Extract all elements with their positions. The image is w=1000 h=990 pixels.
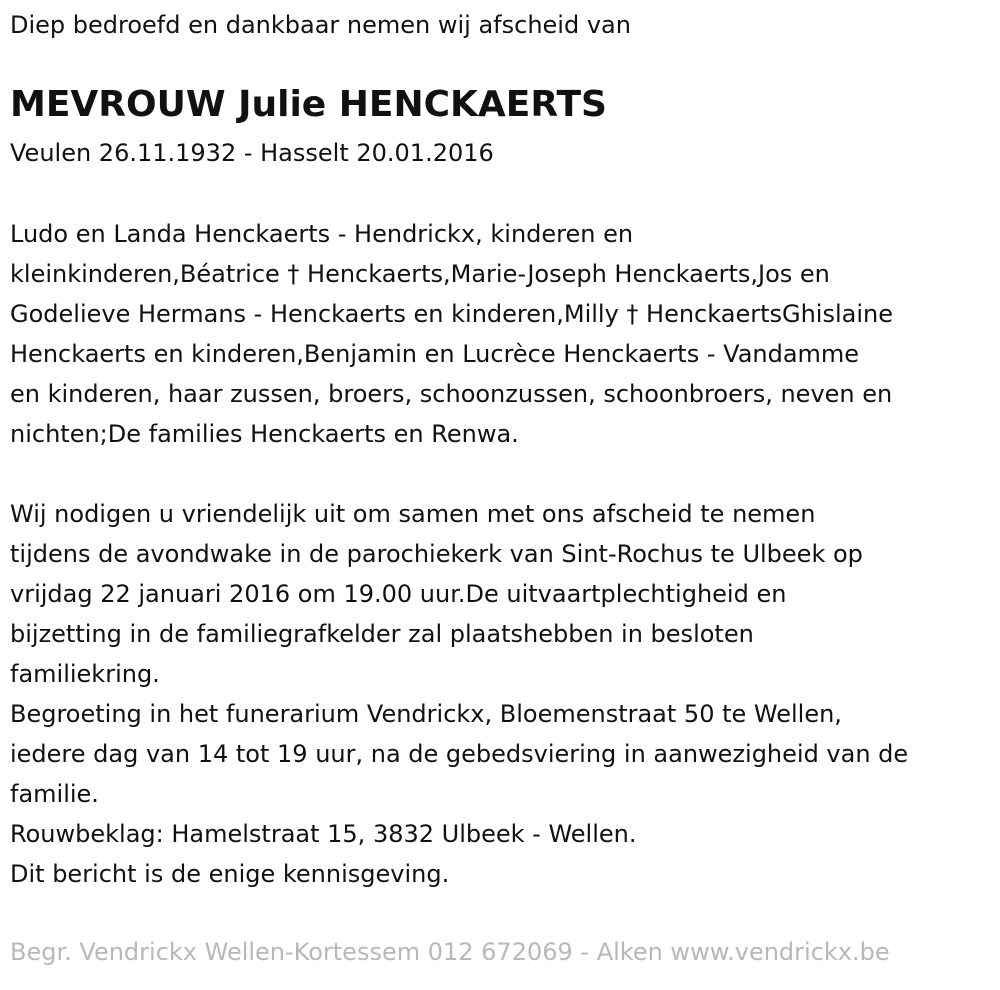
info-line: Rouwbeklag: Hamelstraat 15, 3832 Ulbeek - Wellen.: [10, 820, 637, 848]
family-line: Ludo en Landa Henckaerts - Hendrickx, kinderen en: [10, 220, 634, 248]
info-line: vrijdag 22 januari 2016 om 19.00 uur.De uitvaartplechtigheid en: [10, 580, 787, 608]
info-line: tijdens de avondwake in de parochiekerk van Sint-Rochus te Ulbeek op: [10, 540, 863, 568]
deceased-name: MEVROUW Julie HENCKAERTS: [10, 84, 607, 125]
info-line: familie.: [10, 780, 99, 808]
info-line: Begroeting in het funerarium Vendrickx, Bloemenstraat 50 te Wellen,: [10, 700, 842, 728]
info-line: bijzetting in de familiegrafkelder zal plaatshebben in besloten: [10, 620, 754, 648]
funeral-home-footer: Begr. Vendrickx Wellen-Kortessem 012 672069 - Alken www.vendrickx.be: [10, 938, 890, 966]
family-line: Henckaerts en kinderen,Benjamin en Lucrèce Henckaerts - Vandamme: [10, 340, 860, 368]
info-line: Dit bericht is de enige kennisgeving.: [10, 860, 450, 888]
family-line: Godelieve Hermans - Henckaerts en kinderen,Milly † HenckaertsGhislaine: [10, 300, 893, 328]
family-line: en kinderen, haar zussen, broers, schoonzussen, schoonbroers, neven en: [10, 380, 893, 408]
family-line: kleinkinderen,Béatrice † Henckaerts,Marie-Joseph Henckaerts,Jos en: [10, 260, 830, 288]
family-line: nichten;De families Henckaerts en Renwa.: [10, 420, 519, 448]
birth-death-dates: Veulen 26.11.1932 - Hasselt 20.01.2016: [10, 139, 494, 167]
info-line: Wij nodigen u vriendelijk uit om samen met ons afscheid te nemen: [10, 500, 816, 528]
intro-text: Diep bedroefd en dankbaar nemen wij afscheid van: [10, 11, 631, 39]
family-paragraph: [10, 214, 990, 454]
info-line: iedere dag van 14 tot 19 uur, na de gebedsviering in aanwezigheid van de: [10, 740, 909, 768]
ceremony-information: [10, 494, 990, 894]
info-line: familiekring.: [10, 660, 160, 688]
